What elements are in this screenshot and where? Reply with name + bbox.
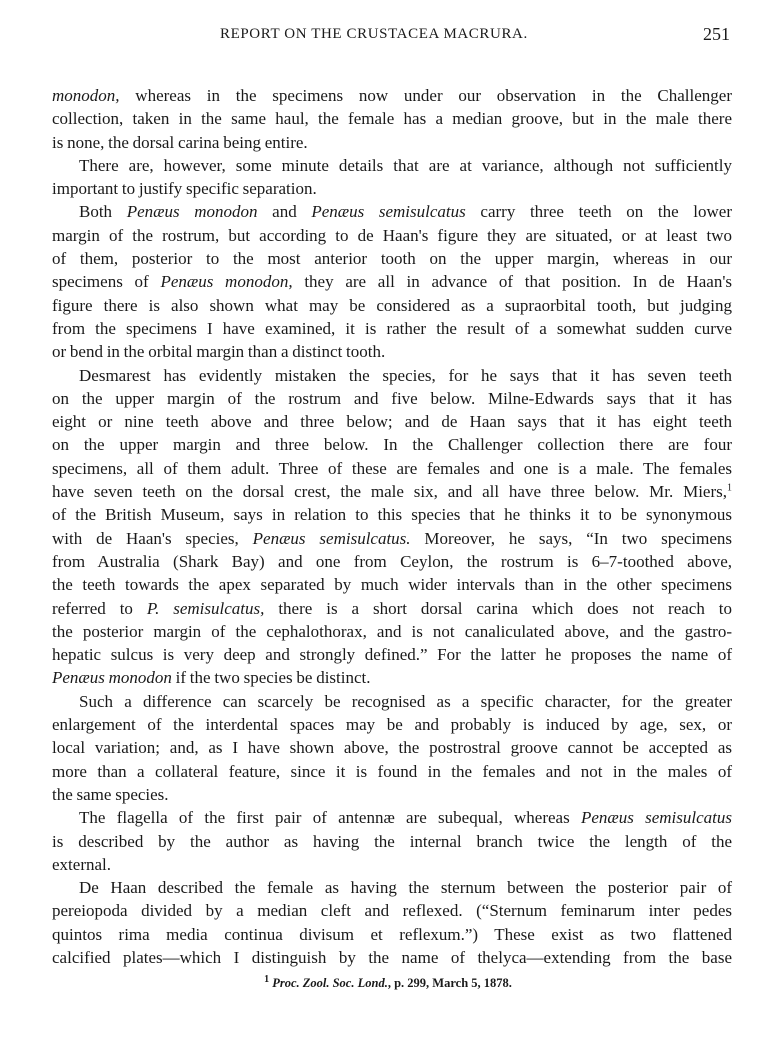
text-segment: margin of the rostrum, but according to de Haan's figure they are situated, or at least two	[52, 225, 732, 245]
paragraph	[52, 200, 732, 363]
italic-text: Penæus semisulcatus	[580, 808, 732, 828]
text-line	[52, 783, 732, 806]
italic-text: Penæus semisulcatus.	[252, 528, 411, 548]
page-header	[0, 26, 776, 48]
paragraph	[52, 84, 732, 154]
text-line	[52, 620, 732, 643]
text-segment: referred to	[52, 598, 147, 618]
text-segment: more than a collateral feature, since it is found in the females and not in the males of	[52, 761, 732, 781]
text-segment: specimens, all of them adult. Three of these are females and one is a male. The females	[52, 458, 732, 478]
text-segment: is none, the dorsal carina being entire.	[52, 132, 308, 152]
text-line	[52, 830, 732, 853]
text-segment: there is a short dorsal carina which does not reach to	[264, 598, 732, 618]
text-line	[52, 294, 732, 317]
italic-text: Penæus monodon	[126, 202, 258, 222]
running-title: REPORT ON THE CRUSTACEA MACRURA.	[220, 26, 528, 42]
text-line	[52, 503, 732, 526]
italic-text: Penæus semisulcatus	[311, 202, 466, 222]
text-segment: carry three teeth on the lower	[465, 202, 733, 222]
text-line	[52, 876, 732, 899]
text-segment: pereiopoda divided by a median cleft and reflexed. (“Sternum feminarum inter pedes	[52, 901, 732, 921]
text-segment: local variation; and, as I have shown above, the postrostral groove cannot be accepted as	[52, 738, 732, 758]
footnote-source: Proc. Zool. Soc. Lond.	[272, 976, 388, 990]
text-line	[52, 457, 732, 480]
text-segment: The flagella of the first pair of antennæ are subequal, whereas	[79, 808, 581, 828]
text-segment: There are, however, some minute details that are at variance, although not sufficiently	[79, 155, 732, 175]
text-segment: whereas in the specimens now under our observation in the Challenger	[119, 86, 732, 105]
page-number: 251	[703, 24, 730, 44]
text-segment: the same species.	[52, 784, 169, 804]
text-line	[52, 200, 732, 223]
text-line	[52, 550, 732, 573]
text-segment: hepatic sulcus is very deep and strongly defined.” For the latter he proposes the name of	[52, 645, 732, 665]
footnote-reference: 1	[727, 482, 732, 494]
text-segment: external.	[52, 854, 111, 874]
paragraph	[52, 154, 732, 201]
text-line	[52, 713, 732, 736]
text-line	[52, 177, 732, 200]
italic-text: P. semisulcatus,	[146, 598, 265, 618]
text-line	[52, 154, 732, 177]
text-segment: figure there is also shown what may be considered as a supraorbital tooth, but judging	[52, 295, 732, 315]
text-segment: calcified plates—which I distinguish by the name of thelyca—extending from the base	[52, 947, 732, 967]
text-segment: or bend in the orbital margin than a distinct tooth.	[52, 342, 386, 362]
text-line	[52, 480, 732, 503]
footnote	[0, 973, 776, 991]
text-segment: collection, taken in the same haul, the female has a median groove, but in the male there	[52, 109, 732, 129]
text-segment: if the two species be distinct.	[171, 668, 371, 688]
text-line	[52, 387, 732, 410]
text-line	[52, 946, 732, 969]
paragraph	[52, 690, 732, 806]
text-line	[52, 806, 732, 829]
text-line	[52, 666, 732, 689]
text-line	[52, 317, 732, 340]
text-segment: De Haan described the female as having the sternum between the posterior pair of	[79, 878, 732, 898]
text-line	[52, 84, 732, 107]
text-line	[52, 853, 732, 876]
text-line	[52, 923, 732, 946]
text-line	[52, 364, 732, 387]
text-segment: Such a difference can scarcely be recognised as a specific character, for the greater	[79, 691, 732, 711]
italic-text: monodon,	[52, 86, 120, 105]
text-segment: Both	[79, 202, 127, 222]
body-text	[52, 84, 732, 969]
text-segment: of them, posterior to the most anterior tooth on the upper margin, whereas in our	[52, 249, 732, 269]
text-segment: with de Haan's species,	[52, 528, 253, 548]
text-segment: Desmarest has evidently mistaken the species, for he says that it has seven teeth	[79, 365, 732, 385]
text-segment: have seven teeth on the dorsal crest, the male six, and all have three below. Mr. Miers,	[52, 482, 727, 502]
text-segment: they are all in advance of that position. In de Haan's	[292, 272, 732, 292]
italic-text: Penæus monodon,	[160, 272, 293, 292]
text-line	[52, 736, 732, 759]
text-line	[52, 224, 732, 247]
text-segment: from Australia (Shark Bay) and one from Ceylon, the rostrum is 6–7-toothed above,	[52, 551, 732, 571]
text-segment: on the upper margin of the rostrum and five below. Milne-Edwards says that it has	[52, 388, 732, 408]
paragraph	[52, 876, 732, 969]
text-segment: of the British Museum, says in relation to this species that he thinks it to be synonymous	[52, 505, 732, 525]
text-segment: and	[257, 202, 312, 222]
footnote-details: , p. 299, March 5, 1878.	[387, 976, 512, 990]
text-line	[52, 410, 732, 433]
text-line	[52, 131, 732, 154]
text-line	[52, 340, 732, 363]
text-segment: enlargement of the interdental spaces may be and probably is induced by age, sex, or	[52, 715, 732, 735]
text-line	[52, 527, 732, 550]
text-segment: from the specimens I have examined, it is rather the result of a somewhat sudden curve	[52, 318, 732, 338]
text-line	[52, 247, 732, 270]
footnote-marker: 1	[264, 973, 270, 985]
text-line	[52, 899, 732, 922]
text-segment: the posterior margin of the cephalothorax, and is not canaliculated above, and the gastro-	[52, 621, 732, 641]
text-segment: on the upper margin and three below. In the Challenger collection there are four	[52, 435, 732, 455]
text-segment: quintos rima media continua divisum et reflexum.”) These exist as two flattened	[52, 924, 732, 944]
text-line	[52, 433, 732, 456]
text-segment: specimens of	[52, 272, 161, 292]
paragraph	[52, 806, 732, 876]
text-line	[52, 597, 732, 620]
text-segment: the teeth towards the apex separated by much wider intervals than in the other specimens	[52, 575, 732, 595]
text-line	[52, 107, 732, 130]
text-line	[52, 690, 732, 713]
text-segment: is described by the author as having the internal branch twice the length of the	[52, 831, 732, 851]
paragraph	[52, 364, 732, 690]
text-line	[52, 760, 732, 783]
text-line	[52, 643, 732, 666]
text-segment: important to justify specific separation.	[52, 179, 317, 199]
text-segment: eight or nine teeth above and three below; and de Haan says that it has eight teeth	[52, 412, 732, 432]
text-segment: Moreover, he says, “In two specimens	[410, 528, 732, 548]
text-line	[52, 573, 732, 596]
italic-text: Penæus monodon	[52, 668, 172, 688]
text-line	[52, 270, 732, 293]
